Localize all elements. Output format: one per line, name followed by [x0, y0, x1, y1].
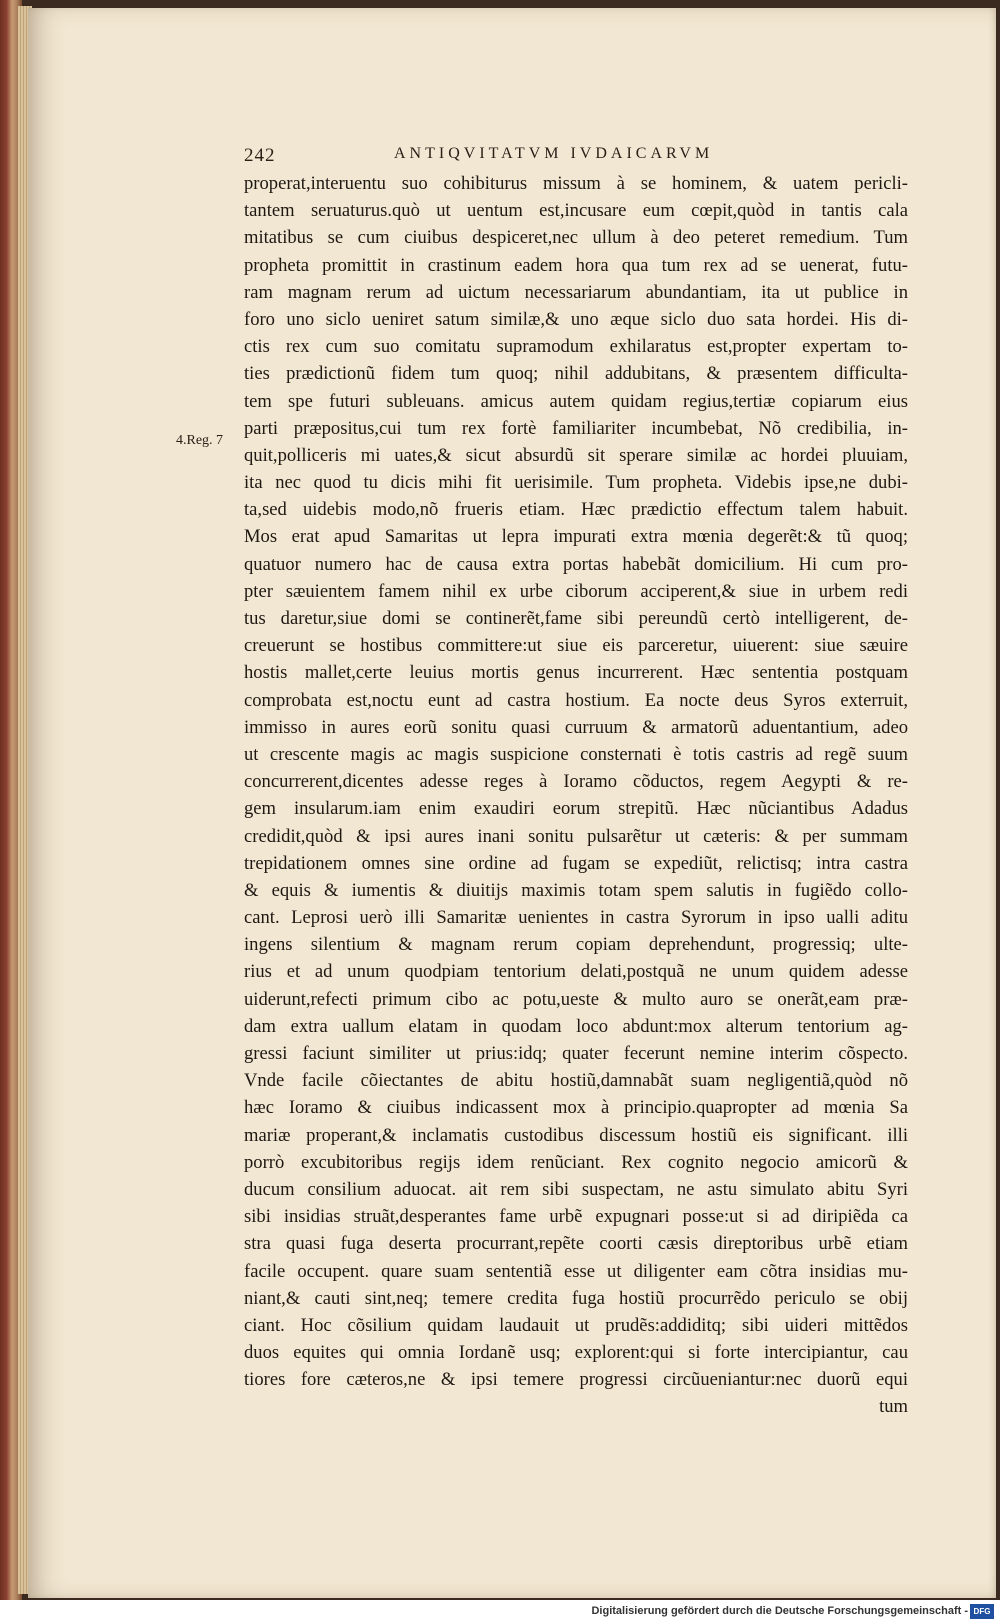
- page-header: [244, 145, 904, 169]
- text-line: stra quasi fuga deserta procurrant,repẽte coorti cæsis direptoribus urbẽ etiam: [244, 1233, 908, 1255]
- text-line: tem spe futuri subleuans. amicus autem quidam regius,tertiæ copiarum eius: [244, 390, 908, 412]
- text-line: ingens silentium & magnam rerum copiam deprehendunt, progressiq; ulte-: [244, 934, 908, 956]
- text-line: niant,& cauti sint,neq; temere credita fuga hostiũ procurrẽdo periculo se obij: [244, 1287, 908, 1309]
- text-line: foro uno siclo ueniret satum similæ,& uno æque siclo duo sata hordei. His di-: [244, 308, 908, 330]
- text-line: properat,interuentu suo cohibiturus missum à se hominem, & uatem pericli-: [244, 173, 908, 194]
- text-line: hæc Ioramo & ciuibus indicassent mox à principio.quapropter ad mœnia Sa: [244, 1097, 908, 1119]
- text-line: mariæ properant,& inclamatis custodibus discessum hostiũ eis significant. illi: [244, 1124, 908, 1146]
- text-line: quatuor numero hac de causa extra portas habebãt domicilium. Hi cum pro-: [244, 553, 908, 575]
- text-line: tus daretur,siue domi se continerẽt,fame sibi pereundũ certò intelligerent, de-: [244, 608, 908, 629]
- text-line: gem insularum.iam enim exaudiri eorum strepitũ. Hæc nũciantibus Adadus: [244, 798, 908, 820]
- text-line: uiderunt,refecti primum cibo ac potu,ueste & multo auro se onerãt,eam præ-: [244, 988, 908, 1010]
- text-line: cant. Leprosi uerò illi Samaritæ uenientes in castra Syrorum in ipso ualli aditu: [244, 907, 908, 929]
- text-line: hostis mallet,certe leuius mortis genus incurrerent. Hæc sententia postquam: [244, 662, 908, 684]
- text-line: parti præpositus,cui tum rex fortè familiariter incumbebat, Nõ credibilia, in-: [244, 417, 908, 439]
- catchword: tum: [879, 1396, 908, 1418]
- text-line: ita nec quod tu dicis mihi fit uerisimile. Tum propheta. Videbis ipse,ne dubi-: [244, 472, 908, 494]
- text-line: ta,sed uidebis modo,nõ frueris etiam. Hæc prædictio effectum talem habuit.: [244, 499, 908, 521]
- text-line: quit,polliceris mi uates,& sicut absurdũ sit sperare similæ ac hordei pluuiam,: [244, 444, 908, 466]
- text-line: facile occupent. quare suam sententiã esse ut diligenter eam cõtra insidias mu-: [244, 1260, 908, 1282]
- main-text-block: [244, 170, 908, 1421]
- text-line: ties prædictionũ fidem tum quoq; nihil addubitans, & præsentem difficulta-: [244, 363, 908, 385]
- text-line: ram magnam rerum ad uictum necessariarum abundantiam, ita ut publice in: [244, 281, 908, 303]
- text-line: ut crescente magis ac magis suspicione consternati è totis castris ad regẽ suum: [244, 743, 908, 765]
- text-line: propheta promittit in crastinum eadem hora qua tum rex ad se uenerat, futu-: [244, 254, 908, 276]
- text-line: ciant. Hoc cõsilium quidam laudauit ut prudẽs:addiditq; sibi uideri mittẽdos: [244, 1314, 908, 1336]
- text-line: mitatibus se cum ciuibus despiceret,nec ullum à deo peteret remedium. Tum: [244, 227, 908, 249]
- text-line: sibi insidias struãt,desperantes fame urbẽ expugnari posse:ut si ad diripiẽda ca: [244, 1206, 908, 1228]
- text-line: & equis & iumentis & diuitijs maximis totam spem salutis in fugiẽdo collo-: [244, 879, 908, 901]
- text-line: credidit,quòd & ipsi aures inani sonitu pulsarẽtur ut cæteris: & per summam: [244, 825, 908, 847]
- text-line: Vnde facile cõiectantes de abitu hostiũ,damnabãt suam negligentiã,quòd nõ: [244, 1070, 908, 1092]
- text-line: pter sæuientem famem nihil ex urbe ciborum acciperent,& siue in urbem redi: [244, 580, 908, 602]
- text-line: concurrerent,dicentes adesse reges à Ioramo cõductos, regem Aegypti & re-: [244, 771, 908, 793]
- digitization-footer: [0, 1600, 1000, 1624]
- footer-credit: Digitalisierung gefördert durch die Deutsche Forschungsgemeinschaft -: [591, 1605, 968, 1617]
- page-number: 242: [244, 145, 276, 166]
- text-line: gressi faciunt similiter ut prius:idq; quater fecerunt nemine interim cõspecto.: [244, 1043, 908, 1064]
- text-line: immisso in aures eorũ sonitu quasi curruum & armatorũ aduentantium, adeo: [244, 716, 908, 738]
- dfg-logo: DFG: [970, 1604, 994, 1619]
- text-line: Mos erat apud Samaritas ut lepra impurati extra mœnia degerẽt:& tũ quoq;: [244, 526, 908, 548]
- text-line: dam extra uallum elatam in quodam loco abdunt:mox alterum tentorium ag-: [244, 1015, 908, 1037]
- text-line: tantem seruaturus.quò ut uentum est,incusare eum cœpit,quòd in tantis cala: [244, 200, 908, 222]
- text-line: ducum consilium aduocat. ait rem sibi suspectam, ne astu simulato abitu Syri: [244, 1178, 908, 1200]
- text-line: comprobata est,noctu eunt ad castra hostium. Ea nocte deus Syros exterruit,: [244, 689, 908, 711]
- text-line: ctis rex cum suo comitatu supramodum exhilaratus est,propter expertam to-: [244, 336, 908, 358]
- text-line: tiores fore cæteros,ne & ipsi temere progressi circũueniantur:nec duorũ equi: [244, 1369, 908, 1391]
- text-line: trepidationem omnes sine ordine ad fugam se expediũt, relictisq; intra castra: [244, 852, 908, 874]
- margin-note: 4.Reg. 7: [176, 433, 224, 448]
- running-title: ANTIQVITATVM IVDAICARVM: [394, 145, 714, 162]
- text-line: rius et ad unum quodpiam tentorium delati,postquã ne unum quidem adesse: [244, 961, 908, 983]
- text-line: porrò excubitoribus regijs idem renũciant. Rex cognito negocio amicorũ &: [244, 1151, 908, 1173]
- text-line: duos equites qui omnia Iordanẽ usq; explorent:qui si forte intercipiantur, cau: [244, 1342, 908, 1364]
- text-line: creuerunt se hostibus committere:ut siue eis parceretur, uiuerent: siue sæuire: [244, 635, 908, 657]
